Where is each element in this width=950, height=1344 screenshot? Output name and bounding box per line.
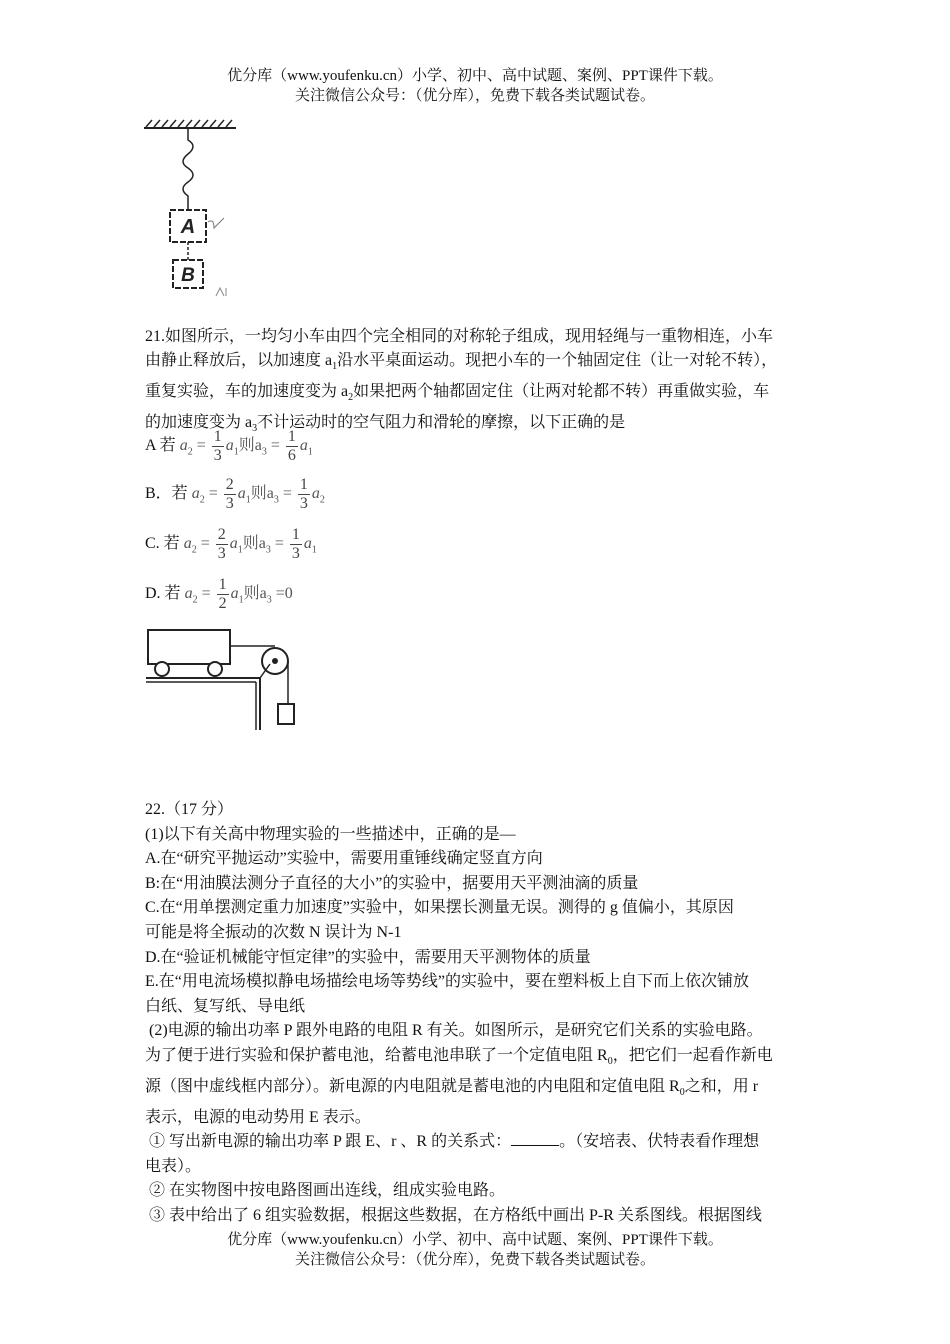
- q22-option-c-cont: 可能是将全振动的次数 N 误计为 N-1: [145, 923, 402, 941]
- page-footer: [0, 1230, 950, 1270]
- q21-line-1: 21.如图所示，一均匀小车由四个完全相同的对称轮子组成，现用轻绳与一重物相连，小车: [145, 328, 774, 345]
- q22-sub1: ① 写出新电源的输出功率 P 跟 E、r 、R 的关系式： 。（安培表、伏特表看作理想: [145, 1133, 760, 1151]
- question-22: [145, 798, 810, 1228]
- option-b: B．若 $a_2$ = $\frac{2}{3}$ $a_1$则$a_3$ = $\frac{1}{3}$ $a_2$: [145, 476, 325, 512]
- q22-option-d: D.在“验证机械能守恒定律”的实验中，需要用天平测物体的质量: [145, 948, 591, 966]
- cart-wheel-right: [208, 662, 222, 676]
- option-a: A 若 $a_2$ = $\frac{1}{3}$ $a_1$则$a_3$ = $\frac{1}{6}$ $a_1$: [145, 428, 313, 464]
- question-21: [145, 325, 810, 441]
- q22-option-a: A.在“研究平抛运动”实验中，需要用重锤线确定竖直方向: [145, 850, 543, 868]
- option-c: C. 若 $a_2$ = $\frac{2}{3}$ $a_1$则$a_3$ = $\frac{1}{3}$ $a_1$: [145, 526, 317, 562]
- answer-blank[interactable]: [511, 1131, 559, 1146]
- ceiling: [144, 120, 236, 128]
- q22-option-b: B:在“用油膜法测分子直径的大小”的实验中，据要用天平测油滴的质量: [145, 874, 639, 892]
- question-21-stem: [145, 325, 810, 441]
- fraction: $\frac{1}{3}$: [299, 476, 308, 512]
- fraction: $\frac{2}{3}$: [225, 476, 234, 512]
- q21-line-2: 由静止释放后，以加速度 $a_1$沿水平桌面运动。现把小车的一个轴固定住（让一对轮不转），: [145, 352, 778, 373]
- hanging-weight: [278, 704, 294, 724]
- spring: [183, 128, 193, 210]
- q22-part2-line-4: 表示，电源的电动势用 E 表示。: [145, 1108, 371, 1126]
- pulley-arm: [260, 664, 270, 678]
- cart-pulley-figure: [140, 618, 300, 734]
- q22-part2-line-3: 源（图中虚线框内部分）。新电源的内电阻就是蓄电池的内电阻和定值电阻 $R_0$之和，用 r: [145, 1077, 759, 1098]
- q22-sub1-cont: 电表）。: [145, 1157, 202, 1175]
- q22-sub3: ③ 表中给出了 6 组实验数据，根据这些数据，在方格纸中画出 P-R 关系图线。根据图线: [145, 1206, 762, 1224]
- spring-blocks-figure: [140, 118, 250, 300]
- header-line-2: 关注微信公众号：（优分库），免费下载各类试题试卷。: [294, 88, 655, 104]
- q22-title: 22.（17 分）: [145, 801, 234, 818]
- footer-line-1: 优分库（www.youfenku.cn）小学、初中、高中试题、案例、PPT课件下载。: [227, 1232, 723, 1248]
- fraction: $\frac{1}{6}$: [287, 428, 296, 464]
- q22-part1-stem: (1)以下有关高中物理实验的一些描述中，正确的是—: [145, 825, 516, 843]
- q22-part2-line-2: 为了便于进行实验和保护蓄电池，给蓄电池串联了一个定值电阻 $R_0$，把它们一起看作新电: [145, 1046, 773, 1068]
- fraction: $\frac{2}{3}$: [217, 526, 226, 562]
- block-a-mark: [208, 218, 224, 228]
- page-header: [0, 66, 950, 106]
- q22-option-e: E.在“用电流场模拟静电场描绘电场等势线”的实验中，要在塑料板上自下而上依次铺放: [145, 973, 749, 991]
- block-a-label: A: [180, 216, 196, 238]
- q22-sub2: ② 在实物图中按电路图画出连线，组成实验电路。: [145, 1182, 506, 1200]
- block-b-mark: [216, 288, 226, 296]
- block-b-label: B: [181, 265, 195, 286]
- pulley-axle: [272, 658, 278, 664]
- q22-option-e-cont: 白纸、复写纸、导电纸: [145, 997, 306, 1015]
- q22-part2-line-1: (2)电源的输出功率 P 跟外电路的电阻 R 有关。如图所示，是研究它们关系的实验电路。: [145, 1022, 763, 1040]
- fraction: $\frac{1}{3}$: [213, 428, 222, 464]
- cart-wheel-left: [155, 662, 169, 676]
- footer-line-2: 关注微信公众号：（优分库），免费下载各类试题试卷。: [294, 1252, 655, 1268]
- fraction: $\frac{1}{2}$: [218, 576, 227, 612]
- q22-option-c: C.在“用单摆测定重力加速度”实验中，如果摆长测量无误。测得的 g 值偏小，其原因: [145, 899, 734, 917]
- q21-line-4: 的加速度变为 $a_3$不计运动时的空气阻力和滑轮的摩擦，以下正确的是: [145, 413, 626, 434]
- option-d: D. 若 $a_2$ = $\frac{1}{2}$ $a_1$则$a_3 =0$: [145, 576, 293, 612]
- cart-body: [148, 630, 230, 664]
- fraction: $\frac{1}{3}$: [291, 526, 300, 562]
- header-line-1: 优分库（www.youfenku.cn）小学、初中、高中试题、案例、PPT课件下载。: [227, 68, 723, 84]
- q21-line-3: 重复实验，车的加速度变为 $a_2$如果把两个轴都固定住（让两对轮都不转）再重做实验，车: [145, 383, 770, 404]
